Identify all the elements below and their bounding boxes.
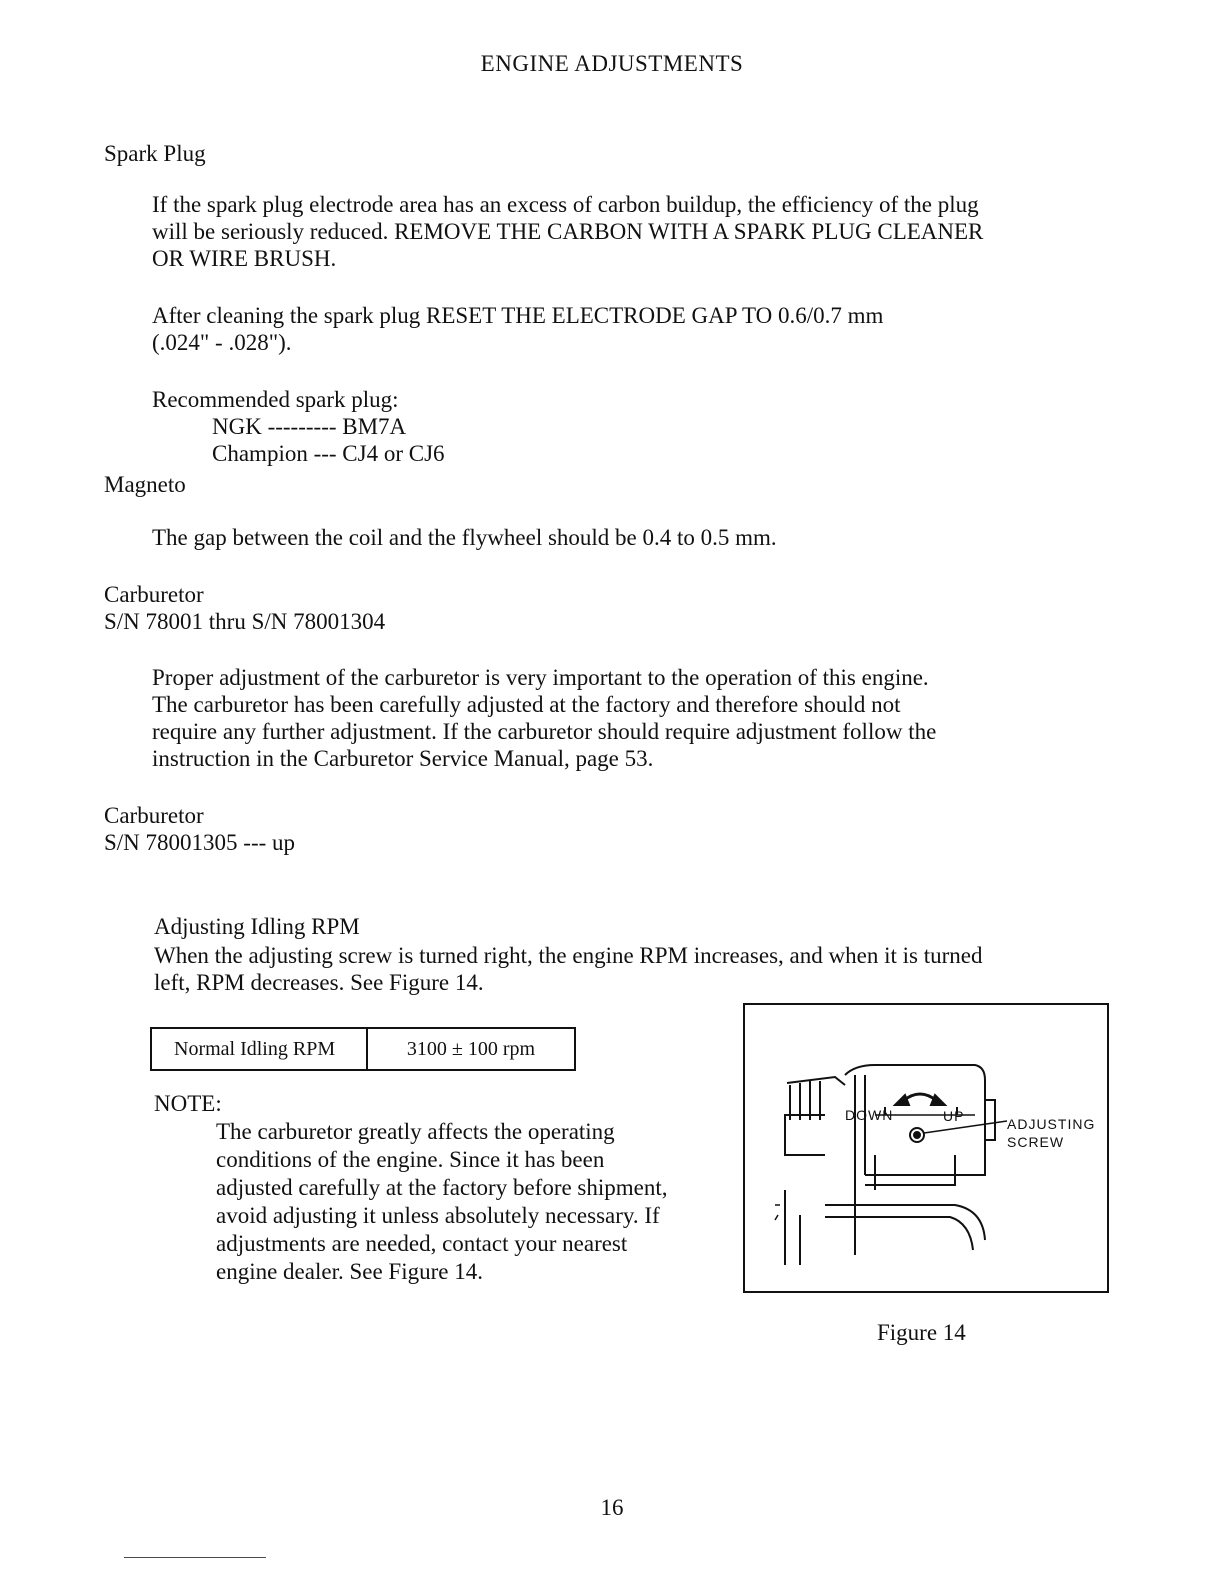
note-line: avoid adjusting it unless absolutely necessary. If <box>216 1203 660 1228</box>
table-cell-value: 3100 ± 100 rpm <box>367 1028 575 1070</box>
paragraph-line: OR WIRE BRUSH. <box>152 246 337 271</box>
idling-rpm-table <box>150 1027 576 1071</box>
section-heading-magneto: Magneto <box>104 472 186 497</box>
note-line: conditions of the engine. Since it has been <box>216 1147 605 1172</box>
section-heading-carburetor: Carburetor <box>104 803 204 828</box>
note-line: adjusted carefully at the factory before shipment, <box>216 1175 668 1200</box>
serial-range: S/N 78001305 --- up <box>104 830 296 855</box>
recommended-label: Recommended spark plug: <box>152 387 399 412</box>
figure-14-box <box>743 1003 1109 1293</box>
plug-champion: Champion --- CJ4 or CJ6 <box>212 441 445 466</box>
subheading-idling-rpm: Adjusting Idling RPM <box>154 914 360 939</box>
paragraph-line: require any further adjustment. If the carburetor should require adjustment follow the <box>152 719 937 744</box>
table-cell-label: Normal Idling RPM <box>151 1028 367 1070</box>
footer-rule <box>124 1557 266 1558</box>
paragraph-line: left, RPM decreases. See Figure 14. <box>154 970 484 995</box>
page-number: 16 <box>600 1495 624 1520</box>
table-row <box>151 1028 575 1070</box>
down-label: DOWN <box>845 1107 894 1123</box>
note-line: The carburetor greatly affects the operating <box>216 1119 615 1144</box>
paragraph-line: The carburetor has been carefully adjusted at the factory and therefore should not <box>152 692 901 717</box>
paragraph-line: will be seriously reduced. REMOVE THE CARBON WITH A SPARK PLUG CLEANER <box>152 219 984 244</box>
paragraph-line: When the adjusting screw is turned right, the engine RPM increases, and when it is turned <box>154 943 983 968</box>
serial-range: S/N 78001 thru S/N 78001304 <box>104 609 386 634</box>
screw-label: SCREW <box>1007 1134 1065 1150</box>
paragraph-line: (.024" - .028"). <box>152 330 292 355</box>
section-heading-spark-plug: Spark Plug <box>104 141 206 166</box>
figure-caption: Figure 14 <box>877 1320 966 1345</box>
plug-ngk: NGK --------- BM7A <box>212 414 407 439</box>
section-heading-carburetor: Carburetor <box>104 582 204 607</box>
note-label: NOTE: <box>154 1091 222 1116</box>
paragraph-line: instruction in the Carburetor Service Manual, page 53. <box>152 746 654 771</box>
page-title: ENGINE ADJUSTMENTS <box>480 51 744 76</box>
paragraph-line: Proper adjustment of the carburetor is very important to the operation of this engine. <box>152 665 929 690</box>
up-label: UP <box>943 1108 965 1124</box>
paragraph-line: After cleaning the spark plug RESET THE ELECTRODE GAP TO 0.6/0.7 mm <box>152 303 884 328</box>
adjusting-label: ADJUSTING <box>1007 1116 1096 1132</box>
note-line: adjustments are needed, contact your nearest <box>216 1231 628 1256</box>
magneto-text: The gap between the coil and the flywheel should be 0.4 to 0.5 mm. <box>152 525 777 550</box>
note-line: engine dealer. See Figure 14. <box>216 1259 483 1284</box>
paragraph-line: If the spark plug electrode area has an excess of carbon buildup, the efficiency of the plug <box>152 192 979 217</box>
